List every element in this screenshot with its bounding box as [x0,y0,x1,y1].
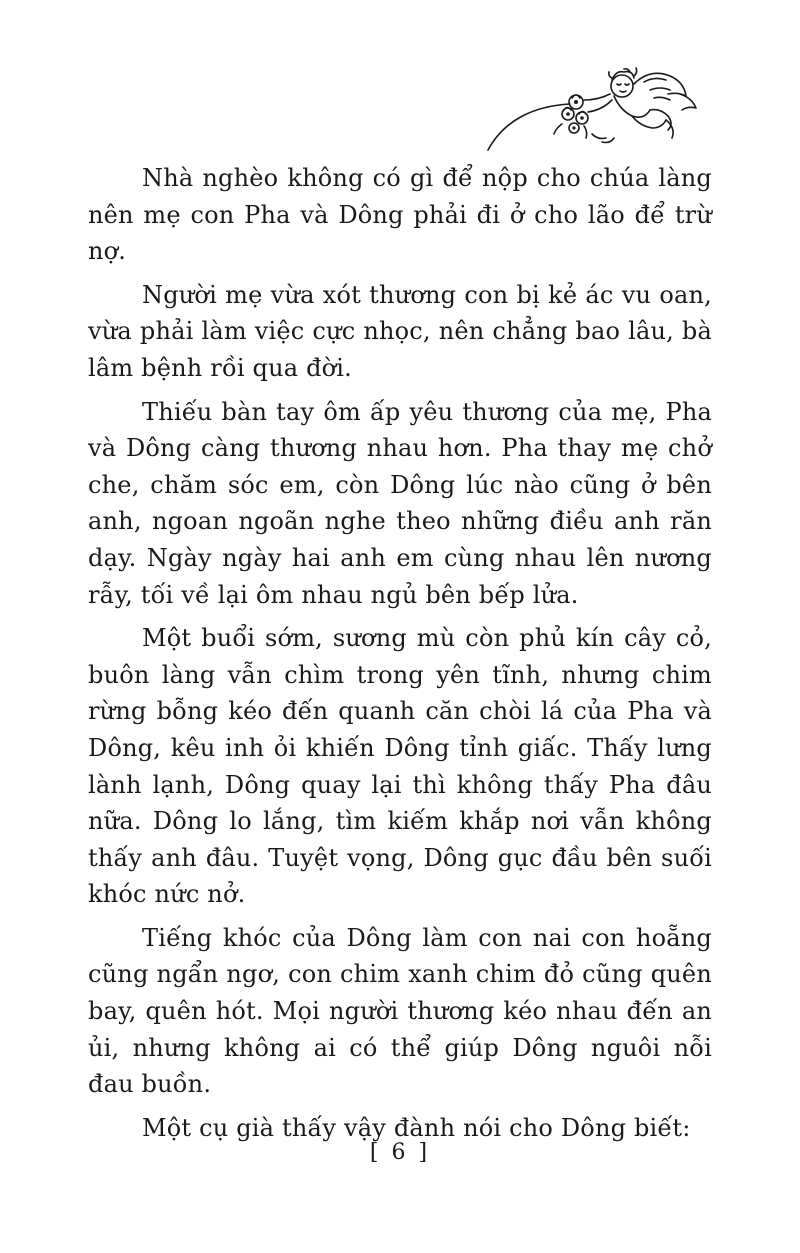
cherub-with-flowers-icon [484,64,714,160]
paragraph: Người mẹ vừa xót thương con bị kẻ ác vu oan, vừa phải làm việc cực nhọc, nên chẳng bao lâu, bà lâm bệnh rồi qua đời. [88,280,712,382]
paragraph: Nhà nghèo không có gì để nộp cho chúa làng nên mẹ con Pha và Dông phải đi ở cho lão để trừ nợ. [88,164,712,266]
paragraph: Thiếu bàn tay ôm ấp yêu thương của mẹ, Pha và Dông càng thương nhau hơn. Pha thay mẹ chở che, chăm sóc em, còn Dông lúc nào cũng ở bên anh, ngoan ngoãn nghe theo những điều anh răn dạy. Ngày ngày hai anh em cùng nhau lên nương rẫy, tối về lại ôm nhau ngủ bên bếp lửa. [88,397,712,609]
paragraph: Tiếng khóc của Dông làm con nai con hoẵng cũng ngẩn ngơ, con chim xanh chim đỏ cũng quên bay, quên hót. Mọi người thương kéo nhau đến an ủi, nhưng không ai có thể giúp Dông nguôi nỗi đau buồn. [88,923,712,1099]
paragraph: Một cụ già thấy vậy đành nói cho Dông biết: [142,1113,691,1142]
page-number: [ 6 ] [369,1140,431,1165]
page-body [88,160,712,1146]
paragraph: Một buổi sớm, sương mù còn phủ kín cây cỏ, buôn làng vẫn chìm trong yên tĩnh, nhưng chim rừng bỗng kéo đến quanh căn chòi lá của Pha và Dông, kêu inh ỏi khiến Dông tỉnh giấc. Thấy lưng lành lạnh, Dông quay lại thì không thấy Pha đâu nữa. Dông lo lắng, tìm kiếm khắp nơi vẫn không thấy anh đâu. Tuyệt vọng, Dông gục đầu bên suối khóc nức nở. [88,624,712,909]
